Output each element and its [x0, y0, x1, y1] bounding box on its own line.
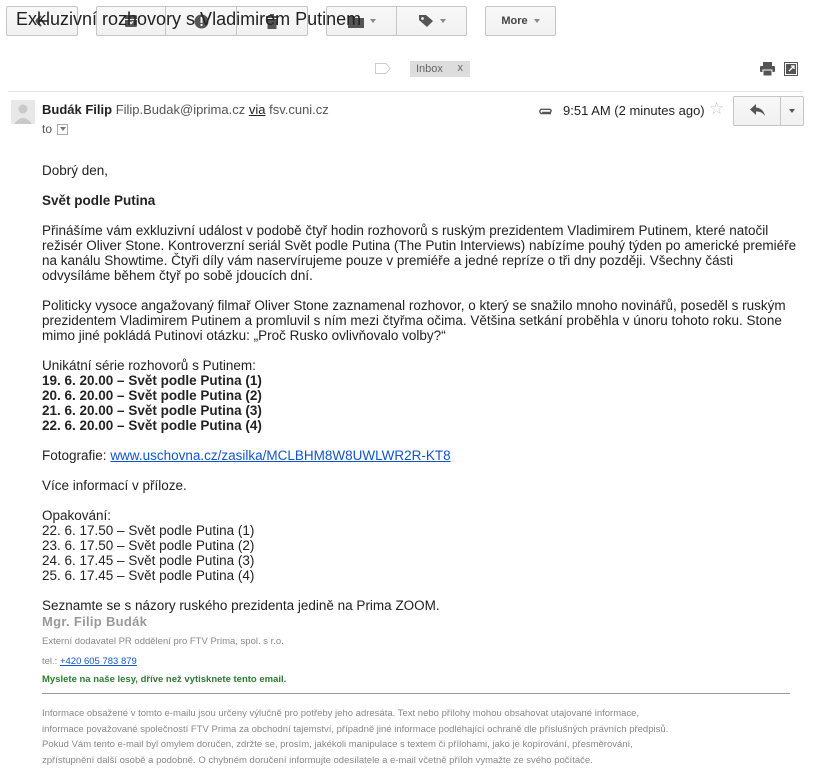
inbox-label-chip[interactable]: [410, 61, 470, 77]
chevron-down-icon: [534, 19, 540, 23]
received-time: 9:51 AM (2 minutes ago): [563, 103, 705, 118]
tel-label: tel.:: [42, 656, 58, 667]
importance-marker-icon[interactable]: [375, 62, 391, 77]
signature-role: Externí dodavatel PR oddělení pro FTV Prima, spol. s r.o.: [42, 636, 284, 647]
series-intro: Unikátní série rozhovorů s Putinem:: [42, 358, 256, 373]
disclaimer-line: Informace obsažené v tomto e-mailu jsou určeny výlučně pro potřeby jeho adresáta. Text nebo přílohy mohou obsahovat utajované informace,: [42, 708, 640, 719]
reply-button[interactable]: [733, 96, 781, 126]
photos-line: [42, 448, 802, 463]
chevron-down-icon: [370, 19, 376, 23]
recipient-line: [42, 122, 68, 136]
premiere-schedule: [42, 358, 802, 433]
attachment-icon: [537, 104, 553, 119]
rerun-item: 22. 6. 17.50 – Svět podle Putina (1): [42, 523, 255, 538]
chevron-down-icon: [440, 19, 446, 23]
rerun-schedule: [42, 508, 802, 583]
closing-line: Seznamte se s názory ruského prezidenta jedině na Prima ZOOM.: [42, 598, 440, 613]
premiere-item: 22. 6. 20.00 – Svět podle Putina (4): [42, 418, 262, 433]
avatar[interactable]: [11, 100, 35, 124]
to-label: to: [42, 122, 53, 136]
reruns-label: Opakování:: [42, 508, 112, 523]
more-info: Více informací v příloze.: [42, 478, 187, 493]
rerun-item: 24. 6. 17.45 – Svět podle Putina (3): [42, 553, 255, 568]
label-tag-icon: [418, 14, 434, 28]
star-icon[interactable]: ☆: [709, 99, 725, 118]
reply-icon: [750, 104, 765, 119]
chevron-down-icon: [789, 109, 795, 113]
paragraph-1: Přinášíme vám exkluzivní událost v podobě čtyř hodin rozhovorů s ruským prezidentem Vladimirem Putinem, které natočil režisér Oliver Stone. Kontroverzní seriál Svět podle Putina (The Putin Interviews) nabízíme pouhý týden po americké premiéře na kanálu Showtime. Čtyři díly vám naservírujeme pouze v premiéře a jedné repríze o tři dny později. Všechny části odvysíláme během čtyř po sobě jdoucích dní.: [42, 223, 797, 283]
paragraph-2: Politicky vysoce angažovaný filmař Oliver Stone zaznamenal rozhovor, o který se snažilo mnoho novinářů, poseděl s ruským prezidentem Vladimirem Putinem a promluvil s ním mezi čtyřma očima. Většina setkání proběhla v únoru tohoto roku. Stone mimo jiné pokládá Putinovi otázku: „Proč Rusko ovlivňovalo volby?“: [42, 298, 786, 343]
phone-link[interactable]: +420 605 783 879: [59, 656, 137, 667]
signature: [42, 614, 802, 685]
email-subject: Exkluzivní rozhovory s Vladimirem Putinem: [16, 9, 362, 29]
premiere-item: 21. 6. 20.00 – Svět podle Putina (3): [42, 403, 262, 418]
disclaimer-line: zpřístupnění další osobě a podobně. O chybném doručení informujte odesílatele a e-mail včetně příloh vymažte ze svého počítače.: [42, 754, 593, 766]
via-link[interactable]: via: [248, 102, 266, 117]
remove-label-icon[interactable]: x: [457, 62, 463, 74]
signature-name: Mgr. Filip Budák: [42, 614, 148, 629]
sender-line: [42, 102, 329, 117]
signature-phone: [42, 656, 802, 667]
more-label: More: [501, 15, 528, 27]
disclaimer-divider: [42, 693, 790, 694]
photos-label: Fotografie:: [42, 448, 107, 463]
premiere-item: 20. 6. 20.00 – Svět podle Putina (2): [42, 388, 262, 403]
labels-button[interactable]: [396, 6, 467, 36]
disclaimer-line: Pokud Vám tento e-mail byl omylem doručen, zdržte se, prosím, jakékoli manipulace s textem či přílohami, jako je kopírování, přesměrování,: [42, 739, 633, 750]
greeting: Dobrý den,: [42, 163, 109, 178]
more-button[interactable]: [485, 6, 556, 36]
message-body: [42, 163, 802, 613]
header-divider: [8, 91, 803, 92]
more-actions-button[interactable]: [780, 96, 804, 126]
inbox-label-text: Inbox: [416, 63, 443, 75]
sender-name[interactable]: Budák Filip: [42, 102, 113, 117]
new-window-icon[interactable]: [784, 62, 798, 79]
show-details-button[interactable]: [57, 124, 68, 135]
rerun-item: 25. 6. 17.45 – Svět podle Putina (4): [42, 568, 255, 583]
chevron-down-icon: [60, 127, 66, 131]
rerun-item: 23. 6. 17.50 – Svět podle Putina (2): [42, 538, 255, 553]
sender-email: Filip.Budak@iprima.cz: [115, 102, 246, 117]
eco-note: Myslete na naše lesy, dříve než vytisknete tento email.: [42, 674, 287, 685]
premiere-item: 19. 6. 20.00 – Svět podle Putina (1): [42, 373, 262, 388]
disclaimer-line: informace považované společností FTV Prima za obchodní tajemství, případně jiné informace podléhající ochraně dle příslušných právních předpisů.: [42, 723, 669, 735]
photos-link[interactable]: www.uschovna.cz/zasilka/MCLBHM8W8UWLWR2R-KT8: [110, 448, 451, 463]
body-heading: Svět podle Putina: [42, 193, 156, 208]
via-domain: fsv.cuni.cz: [269, 102, 329, 117]
legal-disclaimer: [42, 706, 802, 768]
print-icon[interactable]: [760, 62, 775, 79]
